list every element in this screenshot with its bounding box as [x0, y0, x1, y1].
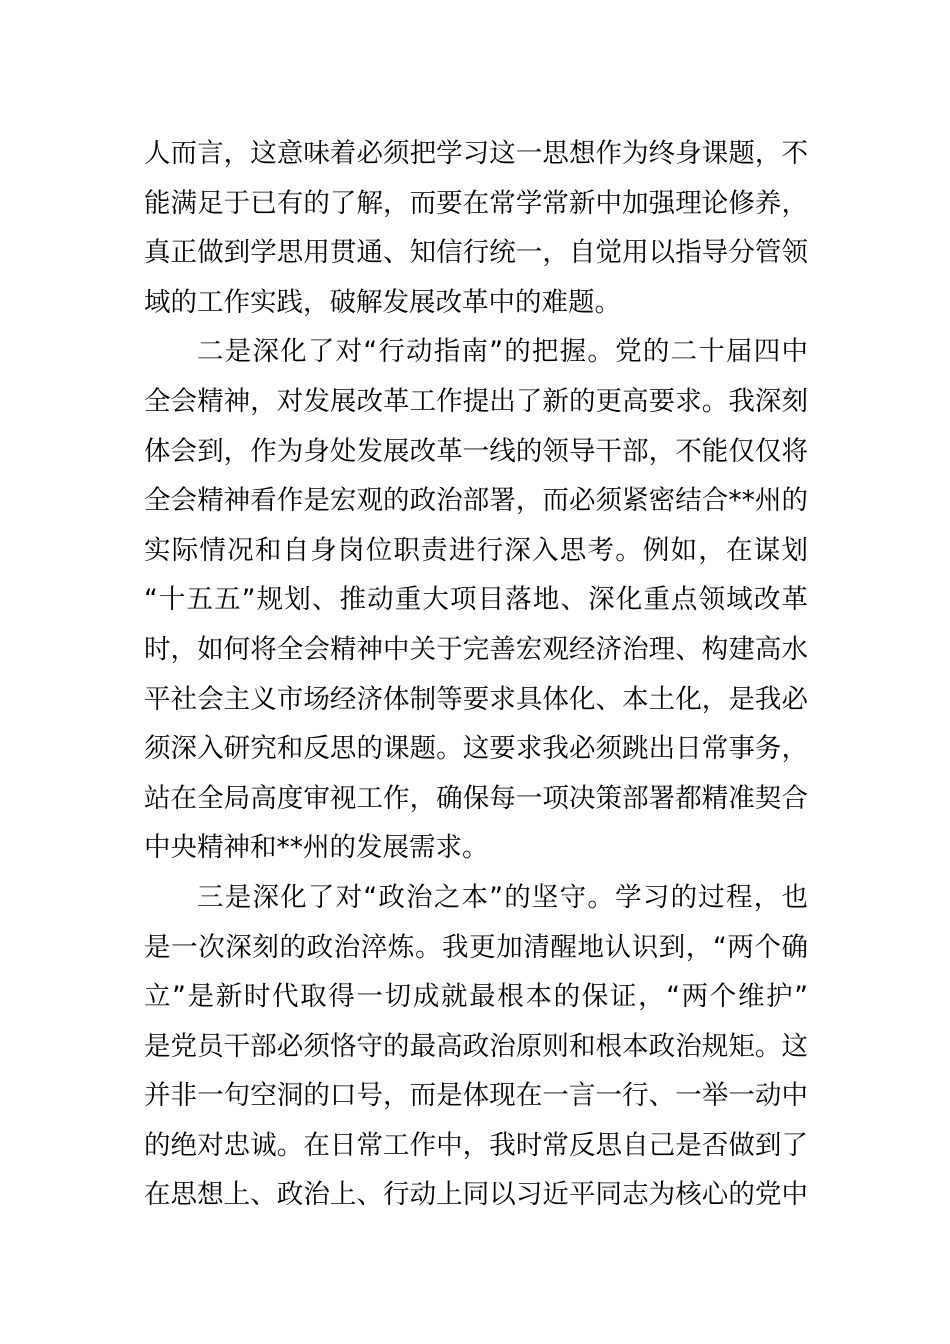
text-line: 是一次深刻的政治淬炼。我更加清醒地认识到，“两个确 [144, 931, 808, 963]
paragraph-continuation [144, 129, 808, 327]
text-line: 人而言，这意味着必须把学习这一思想作为终身课题，不 [144, 138, 808, 169]
paragraph-first-line: 二是深化了对“行动指南”的把握。党的二十届四中 [197, 336, 808, 368]
document-body [144, 129, 808, 1220]
paragraph-action-guide [144, 327, 808, 873]
text-line: 立”是新时代取得一切成就最根本的保证，“两个维护” [144, 981, 808, 1013]
text-line: 是党员干部必须恪守的最高政治原则和根本政治规矩。这 [144, 1030, 808, 1062]
text-line: 全会精神看作是宏观的政治部署，而必须紧密结合**州的 [144, 485, 808, 517]
text-line: 实际情况和自身岗位职责进行深入思考。例如，在谋划 [144, 534, 808, 566]
paragraph-first-line: 三是深化了对“政治之本”的坚守。学习的过程，也 [197, 881, 808, 913]
text-line: 须深入研究和反思的课题。这要求我必须跳出日常事务， [144, 733, 808, 765]
text-line: 时，如何将全会精神中关于完善宏观经济治理、构建高水 [144, 633, 808, 665]
text-line: 并非一句空洞的口号，而是体现在一言一行、一举一动中 [144, 1080, 808, 1112]
text-line: 真正做到学思用贯通、知信行统一，自觉用以指导分管领 [144, 237, 808, 269]
text-line: 站在全局高度审视工作，确保每一项决策部署都精准契合 [144, 782, 808, 814]
text-line: 中央精神和**州的发展需求。 [144, 832, 489, 864]
text-line: 平社会主义市场经济体制等要求具体化、本土化，是我必 [144, 683, 808, 715]
text-line: 域的工作实践，破解发展改革中的难题。 [144, 286, 621, 318]
paragraph-political-foundation [144, 873, 808, 1220]
text-line: 全会精神，对发展改革工作提出了新的更高要求。我深刻 [144, 385, 808, 417]
text-line: 在思想上、政治上、行动上同以习近平同志为核心的党中 [144, 1179, 808, 1211]
text-line: 的绝对忠诚。在日常工作中，我时常反思自己是否做到了 [144, 1129, 808, 1161]
text-line: “十五五”规划、推动重大项目落地、深化重点领域改革 [144, 584, 808, 616]
text-line: 体会到，作为身处发展改革一线的领导干部，不能仅仅将 [144, 435, 808, 467]
text-line: 能满足于已有的了解，而要在常学常新中加强理论修养， [144, 187, 808, 219]
